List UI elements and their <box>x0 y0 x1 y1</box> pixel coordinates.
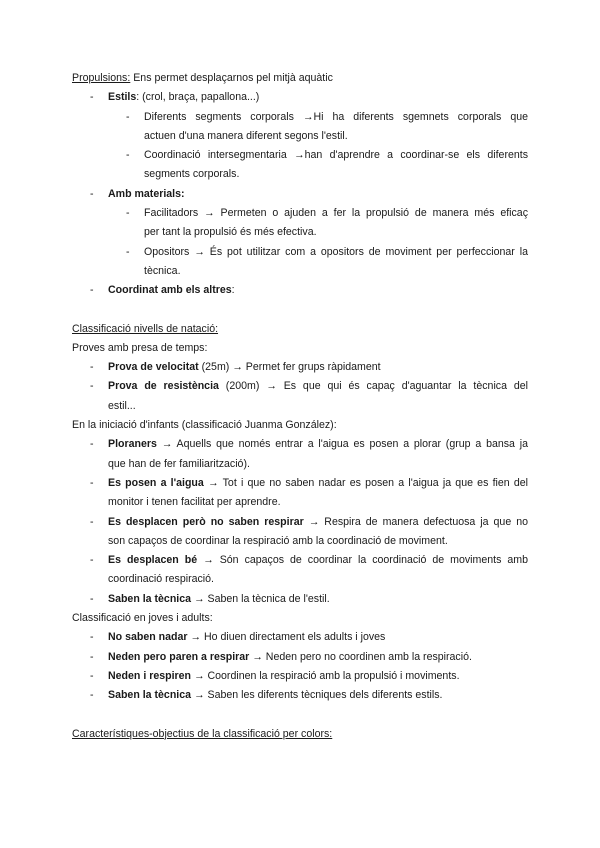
item-text: → Coordinen la respiració amb la propulsió i moviments. <box>191 669 460 682</box>
adults-intro: Classificació en joves i adults: <box>72 612 213 625</box>
bullet-dash: - <box>126 110 130 123</box>
line-2: que han de fer familiarització). <box>108 457 250 470</box>
line-2: monitor i tenen facilitat per aprendre. <box>108 496 281 509</box>
classificacio-heading: Classificació nivells de natació: <box>72 322 219 335</box>
estils-text: : (crol, braça, papallona...) <box>136 91 260 104</box>
spacer <box>72 301 528 320</box>
propulsions-paragraph <box>72 69 528 88</box>
item-text: → Saben la tècnica de l'estil. <box>191 592 330 605</box>
list-item-adults-3 <box>72 667 528 686</box>
list-item-materials <box>72 185 528 204</box>
item-bold: Es desplacen però no saben respirar <box>108 515 304 528</box>
item-bold: Saben la tècnica <box>108 592 192 605</box>
line-1: Opositors → És pot utilitzar com a opositors de moviment per perfeccionar la <box>144 245 528 258</box>
bullet-dash: - <box>90 515 94 528</box>
list-item-prova-resistencia <box>72 377 528 416</box>
bullet-dash: - <box>126 207 130 220</box>
item-text: → Neden pero no coordinen amb la respiració. <box>249 650 472 663</box>
list-item-saben-tecnica <box>72 590 528 609</box>
coordinat-label: Coordinat amb els altres <box>108 284 232 297</box>
document-page <box>72 69 528 744</box>
list-item-materials-sub-1 <box>72 204 528 243</box>
list-item-prova-velocitat <box>72 358 528 377</box>
infants-intro: En la iniciació d'infants (classificació Juanma González): <box>72 419 337 432</box>
bullet-dash: - <box>90 650 94 663</box>
item-text: Aquells que només entrar a l'aigua es posen a plorar (grup a bansa ja <box>172 438 528 451</box>
list-item-estils-sub-1 <box>72 108 528 147</box>
line-2: actuen d'una manera diferent segons l'estil. <box>144 129 348 142</box>
line-2: coordinació respiració. <box>108 573 214 586</box>
list-item-estils <box>72 88 528 107</box>
item-text: → Respira de manera defectuosa ja que no <box>303 515 528 528</box>
list-item-adults-4 <box>72 686 528 705</box>
list-item-estils-sub-2 <box>72 146 528 185</box>
caracteristiques-heading: Característiques-objectius de la classificació per colors: <box>72 727 333 740</box>
bullet-dash: - <box>90 689 94 702</box>
item-text: → Ho diuen directament els adults i joves <box>187 631 386 644</box>
bullet-dash: - <box>90 631 94 644</box>
list-item-adults-1 <box>72 628 528 647</box>
line-1: Diferents segments corporals →Hi ha diferents sgemnets corporals que <box>144 110 528 123</box>
item-text: → Saben les diferents tècniques dels diferents estils. <box>191 689 443 702</box>
bullet-dash: - <box>126 149 130 162</box>
propulsions-heading: Propulsions: <box>72 72 131 84</box>
bullet-dash: - <box>90 91 94 104</box>
list-item-no-saben-respirar <box>72 513 528 552</box>
list-item-es-desplacen-be <box>72 551 528 590</box>
bullet-dash: - <box>90 284 94 297</box>
list-item-adults-2 <box>72 648 528 667</box>
item-bold: Es posen a l'aigua <box>108 476 204 489</box>
bullet-dash: - <box>90 380 94 393</box>
list-item-ploraners <box>72 435 528 474</box>
list-item-es-posen-aigua <box>72 474 528 513</box>
bullet-dash: - <box>90 438 94 451</box>
line-2: segments corporals. <box>144 168 240 181</box>
bullet-dash: - <box>90 187 94 200</box>
item-text: → Són capaços de coordinar la coordinació de moviments amb <box>197 554 528 567</box>
bullet-dash: - <box>90 554 94 567</box>
line-2: estil... <box>108 399 136 412</box>
materials-label: Amb materials: <box>108 187 185 200</box>
line-1: Facilitadors → Permeten o ajuden a fer la propulsió de manera més eficaç <box>144 207 528 220</box>
bullet-dash: - <box>126 245 130 258</box>
list-item-materials-sub-2 <box>72 243 528 282</box>
item-bold: Saben la tècnica <box>108 689 192 702</box>
propulsions-intro: Ens permet desplaçarnos pel mitjà aquàtic <box>130 72 333 84</box>
bullet-dash: - <box>90 361 94 374</box>
bullet-dash: - <box>90 476 94 489</box>
coordinat-text: : <box>231 284 235 297</box>
bullet-dash: - <box>90 592 94 605</box>
item-bold: Neden i respiren <box>108 669 192 682</box>
item-text: → Tot i que no saben nadar es posen a l'aigua ja que es fien del <box>203 476 529 489</box>
line-2: son capaços de coordinar la respiració amb la coordinació de moviment. <box>108 534 448 547</box>
item-bold: Ploraners → <box>108 438 173 451</box>
item-text: (25m) → Permet fer grups ràpidament <box>198 361 381 374</box>
item-bold: No saben nadar <box>108 631 188 644</box>
item-bold: Prova de resistència <box>108 380 219 393</box>
estils-label: Estils <box>108 91 137 104</box>
proves-intro: Proves amb presa de temps: <box>72 341 208 354</box>
item-bold: Es desplacen bé <box>108 554 198 567</box>
item-bold: Prova de velocitat <box>108 361 199 374</box>
item-text: (200m) → Es que qui és capaç d'aguantar la tècnica del <box>218 380 528 393</box>
line-1: Coordinació intersegmentaria →han d'aprendre a coordinar-se els diferents <box>144 149 528 162</box>
item-bold: Neden pero paren a respirar <box>108 650 250 663</box>
bullet-dash: - <box>90 669 94 682</box>
list-item-coordinat <box>72 281 528 300</box>
spacer <box>72 706 528 725</box>
line-2: tècnica. <box>144 264 181 277</box>
line-2: per tant la propulsió és més efectiva. <box>144 226 317 239</box>
